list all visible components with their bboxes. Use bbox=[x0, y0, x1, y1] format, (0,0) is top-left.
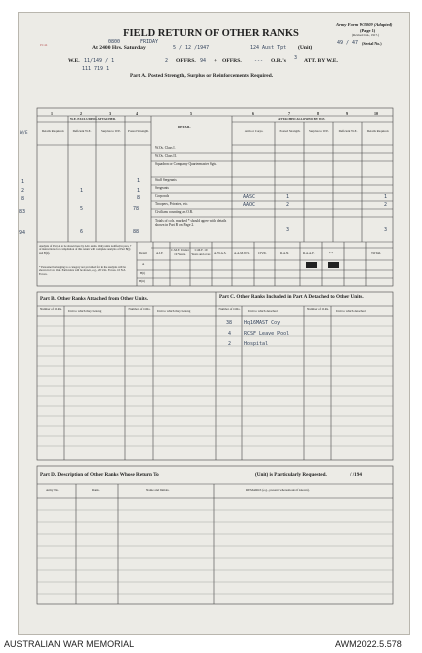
head-deficient-2: Deficient W.E. bbox=[338, 129, 358, 133]
analysis-row-a: A bbox=[142, 262, 145, 266]
analysis-head-aamws: A.A.M.W.S. bbox=[234, 251, 250, 255]
day-handwritten: FRIDAY bbox=[140, 39, 159, 45]
analysis-head-aif: A.I.F. bbox=[156, 251, 164, 255]
row-detail-5: Corporals bbox=[155, 194, 170, 198]
margin-4: 2 bbox=[21, 188, 25, 194]
def-total: 6 bbox=[80, 229, 84, 235]
part-b-head-unit-1: Unit to which they belong bbox=[68, 309, 102, 313]
row-detail-0: W.Os. Class I. bbox=[155, 146, 176, 150]
part-d-date: / /194 bbox=[350, 472, 362, 478]
analysis-head-other: * * bbox=[329, 251, 333, 255]
part-c-num-0: 38 bbox=[226, 320, 233, 326]
analysis-row-bi: B(i) bbox=[140, 271, 146, 275]
col-num-6: 6 bbox=[252, 111, 254, 116]
posted-4: 1 bbox=[137, 188, 141, 194]
details2-total: 3 bbox=[384, 227, 388, 233]
col-num-4: 4 bbox=[136, 111, 138, 116]
offrs-label: OFFRS. bbox=[176, 58, 196, 64]
col-num-7: 7 bbox=[288, 111, 290, 116]
part-d-head-army-no: Army No. bbox=[46, 488, 59, 492]
analysis-note: Analysis of Part A to be shown here by ALL units. Only units notified in para. 7 of instructions for compilation of this return will complete analysis of Part B(i) and B(ii). bbox=[39, 244, 132, 255]
posted-3: 1 bbox=[137, 178, 141, 184]
details2-5: 1 bbox=[384, 194, 388, 200]
analysis-note-2: * Personnel belonging to a category not provided for in the analysis will be shown in Col. Out. Particulars will be shown, e.g., 20 U.K. Forces. 10 N.Z. Forces. bbox=[39, 265, 127, 276]
part-c-head-num-2: Number of O.Rs. bbox=[307, 307, 329, 311]
analysis-head-total: TOTAL bbox=[371, 251, 382, 255]
form-title: FIELD RETURN OF OTHER RANKS bbox=[123, 28, 299, 39]
head-arm-corps: Arm or Corps. bbox=[244, 129, 264, 133]
serial-label: (Serial No.) bbox=[362, 41, 382, 46]
we-label: W.E. bbox=[68, 58, 80, 64]
we-margin-note: W/E bbox=[20, 130, 28, 135]
part-c-head-unit-1: Unit to which detached bbox=[248, 309, 278, 313]
footer-accession: AWM2022.5.578 bbox=[335, 639, 402, 649]
part-b-head-num-1: Number of O.Rs. bbox=[40, 307, 62, 311]
stamp-mark: Pd 44 bbox=[40, 43, 48, 47]
unit-handwritten: 124 Aust Tpt bbox=[250, 45, 287, 51]
col-num-2: 2 bbox=[80, 111, 82, 116]
head-posted: Posted Strength. bbox=[128, 129, 149, 133]
col-num-10: 10 bbox=[374, 111, 378, 116]
col-num-5: 5 bbox=[190, 111, 192, 116]
head-surplus: Surplus to W.E. bbox=[100, 129, 121, 133]
analysis-head-awas: A.W.A.S. bbox=[214, 251, 227, 255]
detail-head: DETAIL. bbox=[178, 125, 191, 129]
analysis-head-detail: Detail bbox=[139, 251, 147, 255]
row-detail-2: Squadron or Company Quartermaster Sgts. bbox=[155, 162, 217, 166]
def-6: 5 bbox=[80, 206, 84, 212]
details2-6: 2 bbox=[384, 202, 388, 208]
part-d-head-rank: Rank. bbox=[92, 488, 100, 492]
att-by-we-label: ATT. BY W.E. bbox=[304, 58, 338, 64]
at-hours-label: At 2400 Hrs. Saturday bbox=[92, 45, 146, 51]
part-c-unit-2: Hospital bbox=[244, 341, 269, 347]
page-indicator: (Page 1) bbox=[360, 28, 376, 33]
head-posted-2: Posted Strength. bbox=[279, 129, 301, 133]
part-c-heading: Part C. Other Ranks Included in Part A Detached to Other Units. bbox=[219, 294, 364, 300]
we-handwritten: 11/149 / 1 bbox=[84, 58, 115, 64]
def-4: 1 bbox=[80, 188, 84, 194]
posted2-5: 1 bbox=[286, 194, 290, 200]
footer-institution: AUSTRALIAN WAR MEMORIAL bbox=[4, 639, 135, 649]
posted-5: 8 bbox=[137, 195, 141, 201]
part-d-head-remarks: REMARKS (e.g., present whereabouts if known). bbox=[246, 488, 310, 492]
part-a-heading: Part A. Posted Strength, Surplus or Reinforcements Required. bbox=[130, 73, 274, 79]
col-num-1: 1 bbox=[51, 111, 53, 116]
part-b-head-unit-2: Unit to which they belong bbox=[157, 309, 191, 313]
col-num-3: 3 bbox=[109, 111, 111, 116]
part-d-head-name: Name and Initials. bbox=[146, 488, 170, 492]
analysis-head-cmf-over: C.M.F. 19 Years and over. bbox=[191, 248, 211, 256]
posted-6: 78 bbox=[133, 206, 140, 212]
revised-note: (Revised Jan., 1917.) bbox=[352, 33, 380, 37]
head-deficient: Deficient W.E. bbox=[72, 129, 92, 133]
posted-total: 88 bbox=[133, 229, 140, 235]
margin-6: 83 bbox=[19, 209, 26, 215]
att-ors-handwritten: 3 bbox=[294, 55, 298, 61]
hours-handwritten: 0800 bbox=[108, 39, 121, 45]
posted2-total: 3 bbox=[286, 227, 290, 233]
arm-6: AAOC bbox=[243, 202, 256, 208]
head-surplus-2: Surplus to W.E. bbox=[308, 129, 329, 133]
row-detail-7: Civilians counting as O.R. bbox=[155, 210, 194, 214]
head-details-required: Details Required. bbox=[41, 129, 65, 133]
part-c-unit-0: Hq16MAST Coy bbox=[244, 320, 281, 326]
margin-5: 8 bbox=[21, 196, 25, 202]
head-details-required-2: Details Required. bbox=[366, 129, 390, 133]
part-c-num-2: 2 bbox=[228, 341, 232, 347]
analysis-head-cmf-under: C.M.F. Under 19 Years. bbox=[171, 248, 189, 256]
totals-detail: Totals of cols. marked * should agree with details shown in Part B on Page 2. bbox=[155, 219, 227, 227]
row-detail-1: W.Os. Class II. bbox=[155, 154, 177, 158]
part-c-unit-1: RCSF Leave Pool bbox=[244, 331, 290, 337]
analysis-head-raaf: R.A.A.F. bbox=[303, 251, 315, 255]
serial-number: 49 / 47 bbox=[337, 40, 359, 46]
posted2-6: 2 bbox=[286, 202, 290, 208]
att-ors-label: O.R.'s bbox=[271, 58, 286, 64]
analysis-head-civil: CIVIL bbox=[258, 251, 267, 255]
ors-handwritten: 94 bbox=[200, 58, 207, 64]
group-left-head: W.E. EXCLUDING ATTACHED. bbox=[70, 117, 116, 121]
arm-5: AASC bbox=[243, 194, 256, 200]
analysis-head-ran: R.A.N. bbox=[280, 251, 290, 255]
margin-total: 94 bbox=[19, 230, 26, 236]
offrs-handwritten: 2 bbox=[165, 58, 169, 64]
unit-label: (Unit) bbox=[298, 45, 313, 51]
part-c-num-1: 4 bbox=[228, 331, 232, 337]
margin-3: 1 bbox=[21, 179, 25, 185]
part-d-heading-mid: (Unit) is Particularly Requested. bbox=[255, 472, 327, 478]
att-offrs-handwritten: --- bbox=[254, 58, 264, 64]
row-detail-6: Troopers, Privates, etc. bbox=[155, 202, 189, 206]
group-right-head: ATTACHED ALLOWED BY W.E. bbox=[278, 117, 326, 121]
part-c-head-unit-2: Unit to which detached bbox=[336, 309, 366, 313]
row-detail-3: Staff Sergeants bbox=[155, 178, 177, 182]
col-num-8: 8 bbox=[317, 111, 319, 116]
army-form-number: Army Form W3009 (Adapted) bbox=[336, 22, 393, 27]
part-b-heading: Part B. Other Ranks Attached from Other Units. bbox=[40, 296, 148, 302]
analysis-row-bii: B(ii) bbox=[139, 279, 146, 283]
col-num-9: 9 bbox=[346, 111, 348, 116]
part-d-heading: Part D. Description of Other Ranks Whose Return To bbox=[40, 472, 159, 478]
att-offrs-label: OFFRS. bbox=[222, 58, 242, 64]
part-c-head-num-1: Number of O.Rs. bbox=[218, 307, 241, 311]
part-b-head-num-2: Number of O.Rs. bbox=[128, 307, 151, 311]
row-detail-4: Sergeants bbox=[155, 186, 169, 190]
we-sub-handwritten: 111 719 1 bbox=[82, 66, 110, 72]
date-handwritten: 5 / 12 /1947 bbox=[173, 45, 210, 51]
